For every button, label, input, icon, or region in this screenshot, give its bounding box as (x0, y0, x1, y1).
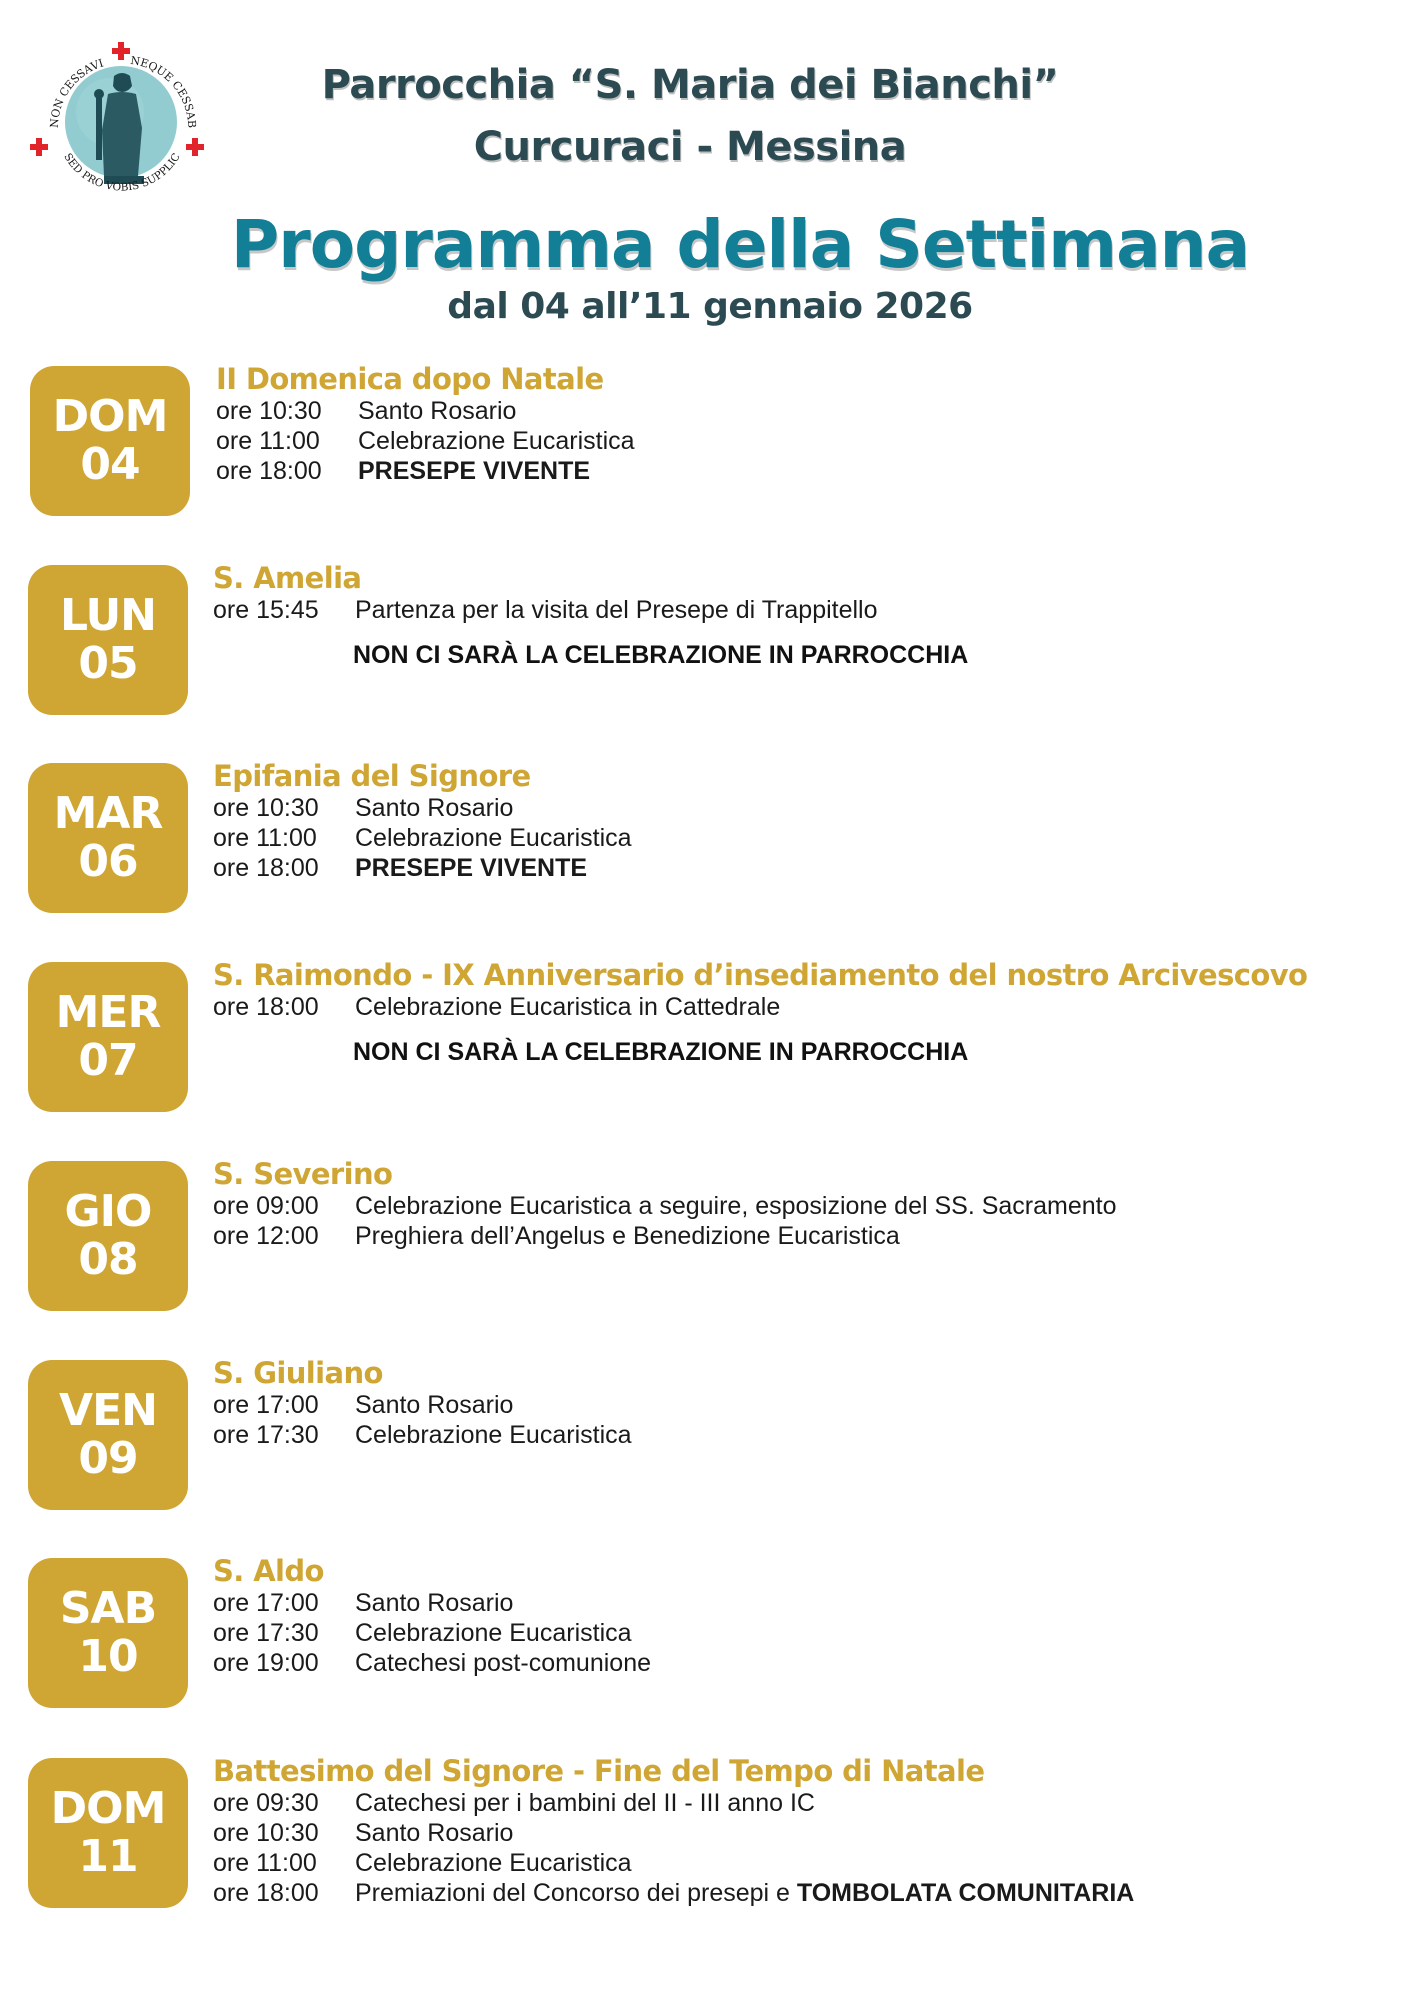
day-of-week: VEN (59, 1385, 157, 1436)
day-row (0, 958, 1414, 1152)
day-of-week: DOM (52, 391, 168, 442)
event-time: ore 10:30 (213, 1819, 319, 1847)
event-item (213, 1191, 1117, 1221)
saint-of-day: S. Severino (213, 1157, 393, 1191)
event-description (358, 396, 516, 426)
event-description (355, 1648, 651, 1678)
parish-name: Parrocchia “S. Maria dei Bianchi” (321, 62, 1059, 108)
day-content (213, 561, 968, 670)
event-item (213, 1648, 651, 1678)
parish-logo (28, 28, 214, 214)
event-time: ore 09:00 (213, 1192, 319, 1220)
event-description (358, 426, 635, 456)
event-highlight: PRESEPE VIVENTE (355, 854, 588, 882)
day-row (0, 1356, 1414, 1550)
event-time: ore 11:00 (213, 1849, 317, 1877)
event-description (355, 853, 587, 883)
day-of-week: SAB (59, 1583, 157, 1634)
event-text: Celebrazione Eucaristica in Cattedrale (355, 993, 781, 1021)
event-description (355, 823, 632, 853)
event-text: Santo Rosario (355, 794, 514, 822)
day-number: 06 (78, 836, 138, 887)
event-item (213, 1618, 651, 1648)
event-time: ore 18:00 (213, 993, 319, 1021)
day-content (216, 362, 635, 486)
event-text: Santo Rosario (355, 1589, 514, 1617)
day-row (0, 1754, 1414, 1948)
event-text: Santo Rosario (358, 397, 517, 425)
event-item (213, 1221, 1117, 1251)
event-description (355, 1788, 815, 1818)
day-content (213, 1356, 632, 1450)
event-item (213, 1420, 632, 1450)
day-number: 08 (78, 1234, 138, 1285)
saint-of-day: S. Raimondo - IX Anniversario d’insediamento del nostro Arcivescovo (213, 958, 1308, 992)
event-text: Preghiera dell’Angelus e Benedizione Eucaristica (355, 1222, 900, 1250)
event-text: Premiazioni del Concorso dei presepi e (355, 1879, 797, 1907)
day-badge (28, 1758, 188, 1908)
event-description (355, 1221, 900, 1251)
event-time: ore 12:00 (213, 1222, 319, 1250)
event-text: Celebrazione Eucaristica a seguire, esposizione del SS. Sacramento (355, 1192, 1117, 1220)
svg-text:NON CESSAVI: NON CESSAVI (47, 56, 106, 129)
event-item (213, 823, 632, 853)
event-item (213, 1788, 1134, 1818)
day-badge (28, 1558, 188, 1708)
date-range: dal 04 all’11 gennaio 2026 (447, 286, 973, 327)
day-badge (28, 1360, 188, 1510)
saint-of-day: S. Amelia (213, 561, 362, 595)
event-time: ore 11:00 (216, 427, 320, 455)
event-item (213, 595, 968, 625)
svg-text:SED PRO VOBIS SUPPLICABO: SED PRO VOBIS SUPPLIC (61, 151, 183, 194)
day-content (213, 1554, 651, 1678)
event-text: Catechesi per i bambini del II - III anno IC (355, 1789, 815, 1817)
event-text: Celebrazione Eucaristica (355, 824, 632, 852)
event-description (355, 793, 513, 823)
event-description (355, 1618, 632, 1648)
event-item (213, 1818, 1134, 1848)
day-row (0, 362, 1414, 556)
event-description (355, 1818, 513, 1848)
event-text: Celebrazione Eucaristica (355, 1849, 632, 1877)
event-description (355, 992, 780, 1022)
day-of-week: LUN (59, 590, 157, 641)
event-text: Celebrazione Eucaristica (355, 1619, 632, 1647)
event-item (213, 992, 1307, 1022)
event-time: ore 17:30 (213, 1619, 319, 1647)
event-time: ore 17:00 (213, 1391, 319, 1419)
event-description (358, 456, 590, 486)
event-item (213, 793, 632, 823)
event-time: ore 18:00 (216, 457, 322, 485)
event-description (355, 1420, 632, 1450)
event-time: ore 10:30 (213, 794, 319, 822)
event-item (213, 1390, 632, 1420)
cancellation-notice: NON CI SARÀ LA CELEBRAZIONE IN PARROCCHIA (353, 1038, 969, 1066)
event-description (355, 1878, 1134, 1908)
event-item (213, 1878, 1134, 1908)
event-description (355, 1848, 632, 1878)
day-content (213, 1157, 1117, 1251)
event-highlight: PRESEPE VIVENTE (358, 457, 591, 485)
day-of-week: DOM (50, 1783, 166, 1834)
saint-of-day: II Domenica dopo Natale (216, 362, 604, 396)
day-number: 11 (78, 1831, 138, 1882)
day-number: 10 (78, 1631, 138, 1682)
saint-of-day: Epifania del Signore (213, 759, 531, 793)
event-item (213, 853, 632, 883)
day-content (213, 759, 632, 883)
event-time: ore 18:00 (213, 854, 319, 882)
event-highlight: TOMBOLATA COMUNITARIA (796, 1879, 1135, 1907)
event-description (355, 595, 878, 625)
day-badge (28, 1161, 188, 1311)
day-number: 07 (78, 1035, 138, 1086)
event-time: ore 18:00 (213, 1879, 319, 1907)
event-item (216, 396, 635, 426)
day-content (213, 1754, 1134, 1908)
cancellation-notice: NON CI SARÀ LA CELEBRAZIONE IN PARROCCHIA (353, 641, 969, 669)
event-text: Celebrazione Eucaristica (358, 427, 635, 455)
event-time: ore 10:30 (216, 397, 322, 425)
event-description (355, 1191, 1117, 1221)
event-text: Partenza per la visita del Presepe di Trappitello (355, 596, 878, 624)
day-row (0, 561, 1414, 755)
event-description (355, 1588, 513, 1618)
page-title: Programma della Settimana (230, 206, 1250, 283)
day-number: 05 (78, 638, 138, 689)
day-number: 04 (80, 439, 140, 490)
day-row (0, 759, 1414, 953)
saint-emblem-icon (28, 28, 214, 214)
day-number: 09 (78, 1433, 138, 1484)
day-content (213, 958, 1307, 1067)
day-of-week: GIO (64, 1186, 152, 1237)
day-row (0, 1554, 1414, 1748)
saint-of-day: S. Aldo (213, 1554, 324, 1588)
event-time: ore 11:00 (213, 824, 317, 852)
parish-city: Curcuraci - Messina (473, 124, 907, 170)
saint-of-day: S. Giuliano (213, 1356, 383, 1390)
event-text: Santo Rosario (355, 1391, 514, 1419)
day-of-week: MAR (53, 788, 163, 839)
event-item (216, 426, 635, 456)
event-time: ore 17:00 (213, 1589, 319, 1617)
event-text: Catechesi post-comunione (355, 1649, 651, 1677)
day-badge (28, 962, 188, 1112)
saint-of-day: Battesimo del Signore - Fine del Tempo di Natale (213, 1754, 985, 1788)
event-time: ore 15:45 (213, 596, 319, 624)
event-time: ore 09:30 (213, 1789, 319, 1817)
event-description (355, 1390, 513, 1420)
event-item (216, 456, 635, 486)
svg-text:NEQUE CESSABO: NEQUE CESSAB (129, 53, 199, 129)
day-row (0, 1157, 1414, 1351)
day-badge (28, 565, 188, 715)
event-time: ore 19:00 (213, 1649, 319, 1677)
event-text: Celebrazione Eucaristica (355, 1421, 632, 1449)
event-text: Santo Rosario (355, 1819, 514, 1847)
day-badge (28, 763, 188, 913)
event-time: ore 17:30 (213, 1421, 319, 1449)
day-of-week: MER (55, 987, 161, 1038)
event-item (213, 1588, 651, 1618)
event-item (213, 1848, 1134, 1878)
day-badge (30, 366, 190, 516)
